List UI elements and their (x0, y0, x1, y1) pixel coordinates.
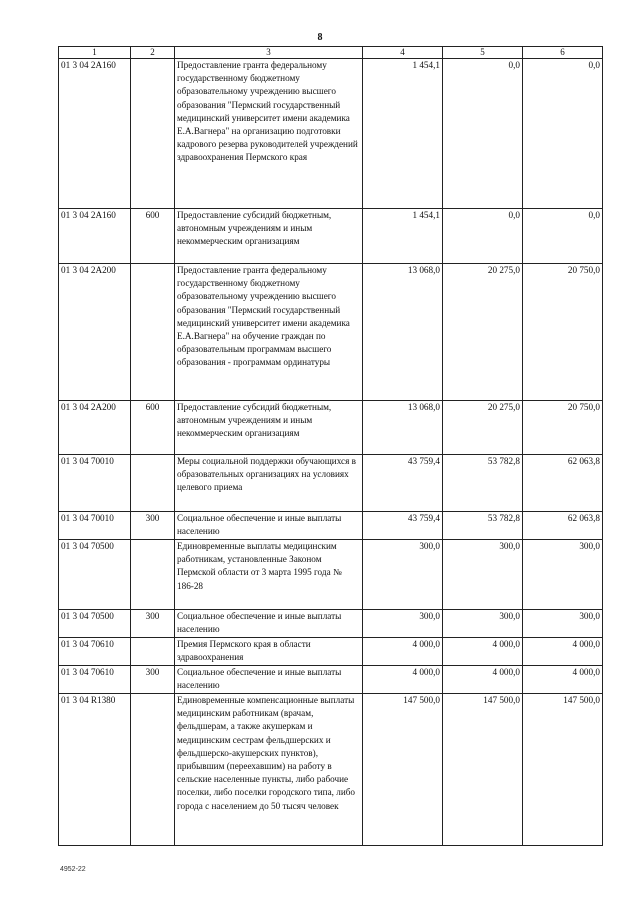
row-value-2023: 4 000,0 (443, 638, 523, 666)
row-code: 01 3 04 R1380 (59, 694, 131, 846)
row-value-2023: 300,0 (443, 540, 523, 610)
row-value-2024: 0,0 (523, 209, 603, 264)
row-value-2024: 147 500,0 (523, 694, 603, 846)
header-col-3: 3 (175, 47, 363, 59)
table-row (59, 401, 603, 455)
row-name: Социальное обеспечение и иные выплаты населению (175, 666, 363, 694)
table-row (59, 694, 603, 846)
table-row (59, 638, 603, 666)
row-value-2024: 62 063,8 (523, 512, 603, 540)
row-name: Предоставление гранта федеральному государственному бюджетному образовательному учреждению высшего образования "Пермский государственный медицинский университет имени академика Е.А.Вагнера" на организацию подготовки кадрового резерва руководителей учреждений здравоохранения Пермского края (175, 59, 363, 209)
row-value-2022: 4 000,0 (363, 666, 443, 694)
row-name: Предоставление субсидий бюджетным, автономным учреждениям и иным некоммерческим организациям (175, 401, 363, 455)
row-value-2023: 4 000,0 (443, 666, 523, 694)
row-code: 01 3 04 2А160 (59, 209, 131, 264)
row-value-2022: 300,0 (363, 610, 443, 638)
row-name: Премия Пермского края в области здравоохранения (175, 638, 363, 666)
header-col-5: 5 (443, 47, 523, 59)
header-col-4: 4 (363, 47, 443, 59)
row-value-2023: 147 500,0 (443, 694, 523, 846)
table-row (59, 59, 603, 209)
row-value-2022: 43 759,4 (363, 455, 443, 512)
row-name: Предоставление гранта федеральному государственному бюджетному образовательному учреждению высшего образования "Пермский государственный медицинский университет имени академика Е.А.Вагнера" на обучение граждан по образовательным программам высшего образования - программам ординатуры (175, 264, 363, 401)
row-name: Социальное обеспечение и иные выплаты населению (175, 512, 363, 540)
row-code: 01 3 04 2А200 (59, 401, 131, 455)
row-code: 01 3 04 70010 (59, 512, 131, 540)
row-value-2024: 300,0 (523, 540, 603, 610)
row-value-2022: 1 454,1 (363, 209, 443, 264)
row-expense-type: 300 (131, 610, 175, 638)
budget-table (58, 46, 603, 846)
row-value-2022: 13 068,0 (363, 401, 443, 455)
row-expense-type: 300 (131, 666, 175, 694)
row-value-2024: 4 000,0 (523, 638, 603, 666)
row-name: Единовременные компенсационные выплаты медицинским работникам (врачам, фельдшерам, а также акушеркам и медицинским сестрам фельдшерских и фельдшерско-акушерских пунктов), прибывшим (переехавшим) на работу в сельские населенные пункты, либо рабочие поселки, либо поселки городского типа, либо города с населением до 50 тысяч человек (175, 694, 363, 846)
row-name: Предоставление субсидий бюджетным, автономным учреждениям и иным некоммерческим организациям (175, 209, 363, 264)
row-value-2024: 20 750,0 (523, 401, 603, 455)
header-col-2: 2 (131, 47, 175, 59)
row-value-2022: 147 500,0 (363, 694, 443, 846)
row-value-2022: 43 759,4 (363, 512, 443, 540)
row-code: 01 3 04 70610 (59, 666, 131, 694)
header-col-6: 6 (523, 47, 603, 59)
row-value-2023: 20 275,0 (443, 264, 523, 401)
row-name: Единовременные выплаты медицинским работникам, установленные Законом Пермской области от 3 марта 1995 года № 186-28 (175, 540, 363, 610)
row-value-2024: 300,0 (523, 610, 603, 638)
row-value-2024: 0,0 (523, 59, 603, 209)
header-row (59, 47, 603, 59)
row-expense-type: 600 (131, 401, 175, 455)
row-value-2024: 4 000,0 (523, 666, 603, 694)
header-col-1: 1 (59, 47, 131, 59)
table-row (59, 209, 603, 264)
table-row (59, 264, 603, 401)
row-expense-type (131, 694, 175, 846)
row-expense-type (131, 59, 175, 209)
table-row (59, 512, 603, 540)
row-value-2022: 13 068,0 (363, 264, 443, 401)
row-expense-type: 600 (131, 209, 175, 264)
row-name: Социальное обеспечение и иные выплаты населению (175, 610, 363, 638)
row-code: 01 3 04 70500 (59, 540, 131, 610)
row-value-2022: 1 454,1 (363, 59, 443, 209)
row-expense-type (131, 455, 175, 512)
row-expense-type (131, 638, 175, 666)
row-code: 01 3 04 70610 (59, 638, 131, 666)
row-value-2023: 53 782,8 (443, 455, 523, 512)
row-expense-type (131, 540, 175, 610)
row-value-2023: 20 275,0 (443, 401, 523, 455)
row-value-2023: 0,0 (443, 209, 523, 264)
row-code: 01 3 04 70500 (59, 610, 131, 638)
table-row (59, 540, 603, 610)
table-row (59, 455, 603, 512)
row-code: 01 3 04 70010 (59, 455, 131, 512)
row-code: 01 3 04 2А200 (59, 264, 131, 401)
row-value-2022: 300,0 (363, 540, 443, 610)
row-expense-type (131, 264, 175, 401)
row-value-2024: 20 750,0 (523, 264, 603, 401)
document-footer-code: 4952-22 (60, 866, 86, 873)
row-value-2022: 4 000,0 (363, 638, 443, 666)
table-row (59, 666, 603, 694)
row-value-2024: 62 063,8 (523, 455, 603, 512)
row-value-2023: 0,0 (443, 59, 523, 209)
table-row (59, 610, 603, 638)
row-value-2023: 53 782,8 (443, 512, 523, 540)
row-value-2023: 300,0 (443, 610, 523, 638)
row-expense-type: 300 (131, 512, 175, 540)
row-code: 01 3 04 2А160 (59, 59, 131, 209)
row-name: Меры социальной поддержки обучающихся в образовательных организациях на условиях целевого приема (175, 455, 363, 512)
page-number: 8 (317, 32, 323, 43)
